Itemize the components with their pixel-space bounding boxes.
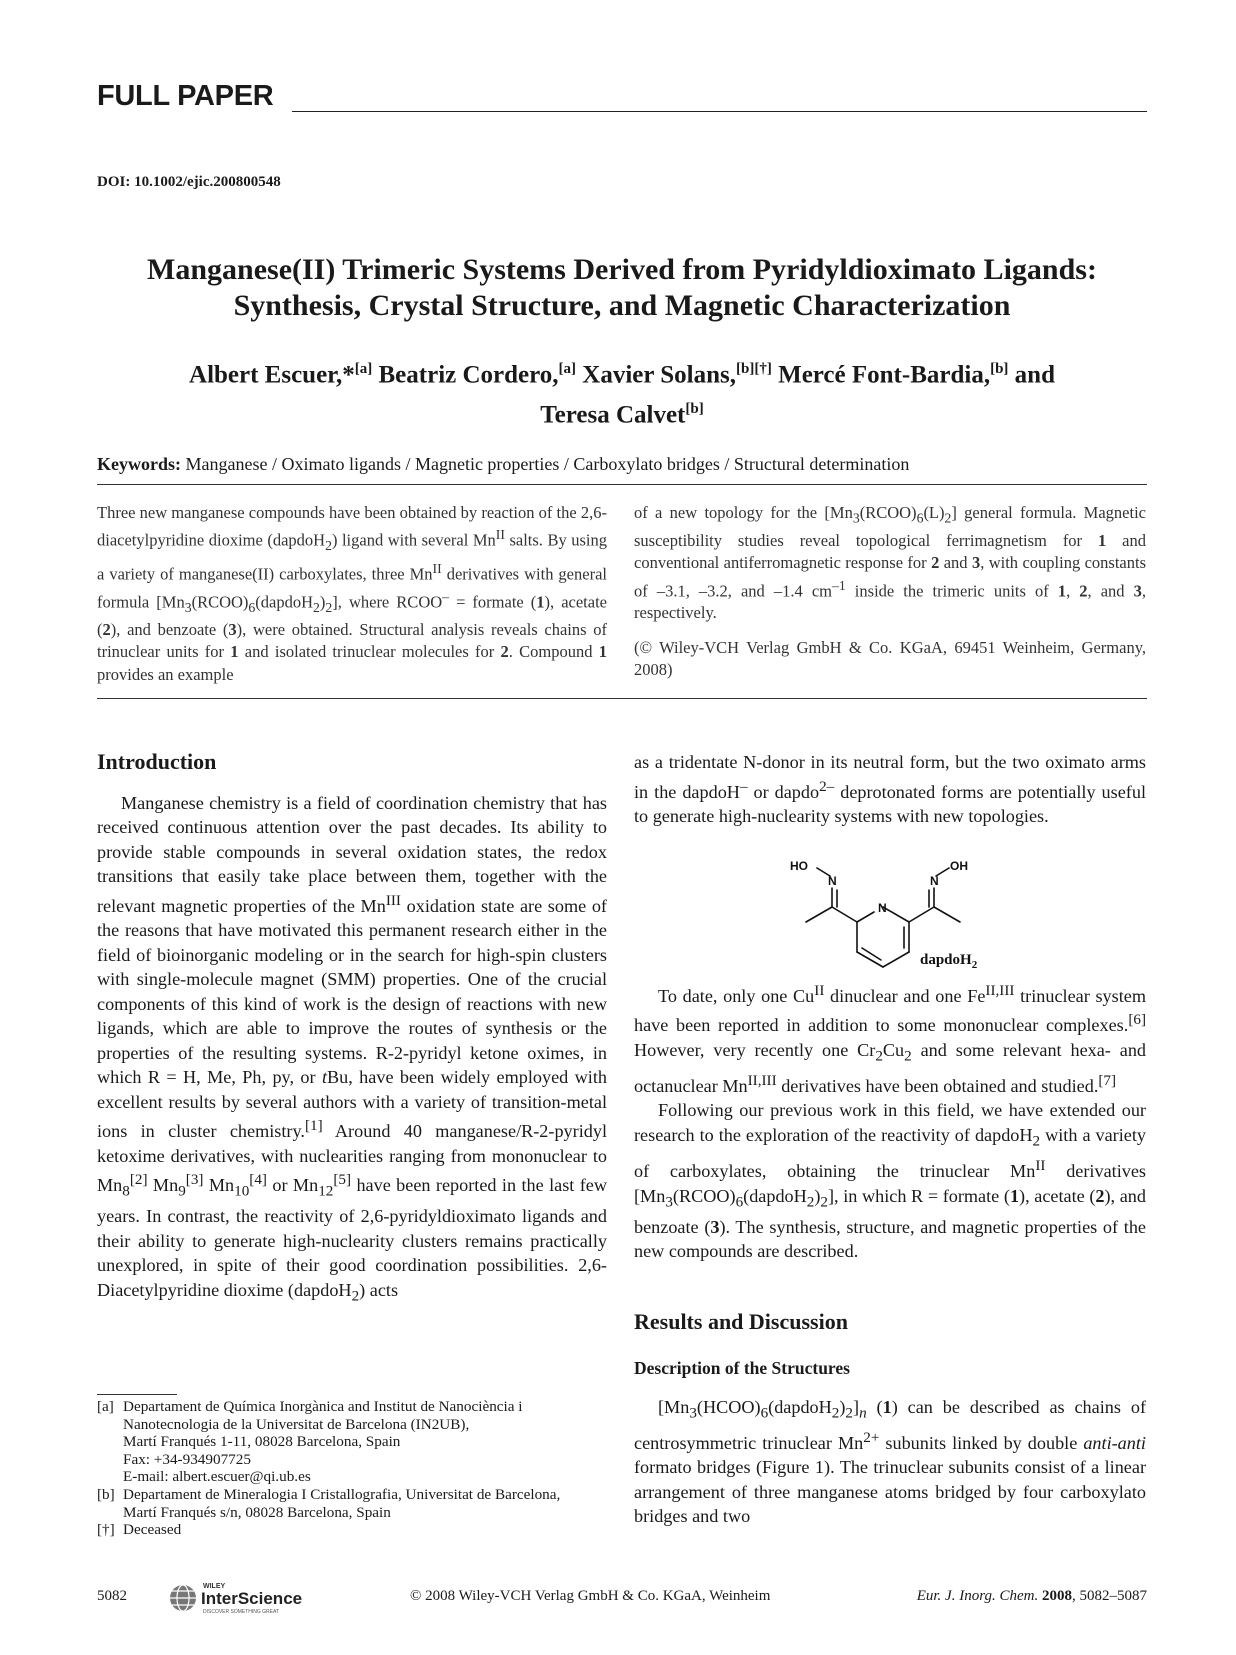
methyl-bond: [806, 907, 832, 922]
affiliation-mark: [a]: [354, 361, 373, 377]
atom-label-n: N: [930, 874, 939, 888]
footnote-text: Departament de Química Inorgànica and Institut de Nanociència i Nanotecnologia de la Universitat de Barcelona (IN2UB), Martí Franqués 1-11, 08028 Barcelona, Spain Fax: +34-934907725 E-mail: albert.escuer@qi.ub.es: [123, 1398, 523, 1486]
footnote-text: Deceased: [123, 1521, 182, 1539]
logo-tagline: DISCOVER SOMETHING GREAT: [203, 1609, 280, 1615]
footnote-item: [97, 1521, 607, 1539]
journal-citation: Eur. J. Inorg. Chem. 2008, 5082–5087: [916, 1588, 1147, 1604]
ring-bond: [883, 952, 909, 967]
compound-label: dapdoH$_2$: [920, 952, 978, 971]
abstract-copyright: (© Wiley-VCH Verlag GmbH & Co. KGaA, 69451 Weinheim, Germany, 2008): [634, 637, 1146, 680]
affiliation-mark: [b]: [990, 361, 1009, 377]
arm-bond: [832, 907, 857, 922]
author-name: Xavier Solans,: [582, 361, 737, 389]
citation-ref[interactable]: [4]: [249, 1171, 267, 1189]
author-name: Beatriz Cordero,: [378, 361, 559, 389]
title-line-2: Synthesis, Crystal Structure, and Magnetic Characterization: [233, 289, 1011, 322]
abstract-right-column: [634, 502, 1146, 682]
doi[interactable]: DOI: 10.1002/ejic.200800548: [97, 174, 281, 190]
logo-publisher: WILEY: [203, 1583, 226, 1590]
footnote-item: [97, 1486, 607, 1521]
citation-ref[interactable]: [6]: [1128, 1011, 1146, 1029]
affiliation-mark: [b][†]: [736, 361, 772, 377]
body-paragraph: To date, only one $Cu^{II}$ dinuclear and one $Fe^{II,III}$ trinuclear system have been reported in addition to some mononuclear complexes.[6] However, very recently one $Cr_2Cu_2$ and some relevant hexa- and octanuclear $Mn^{II,III}$ derivatives have been obtained and studied.[7]: [634, 981, 1147, 1096]
abstract-top-rule: [97, 484, 1147, 485]
arm-bond: [909, 907, 934, 922]
body-left-column: [97, 750, 607, 1309]
page-number: 5082: [97, 1588, 127, 1604]
footnote-tag: [†]: [97, 1521, 115, 1539]
affiliation-footnotes: [97, 1398, 607, 1539]
article-title: [97, 252, 1147, 324]
logo-wordmark: InterScience: [201, 1589, 303, 1608]
section-heading-results: Results and Discussion: [634, 1308, 848, 1334]
footnote-rule: [97, 1394, 177, 1395]
article-type-label: FULL PAPER: [97, 80, 274, 112]
body-paragraph: as a tridentate N-donor in its neutral form, but the two oximato arms in the dapdoH– or dapdo$^{2-}$ deprotonated forms are potentially useful to generate high-nuclearity systems with new topologies.: [634, 752, 1146, 827]
affiliation-mark: [a]: [558, 361, 577, 377]
abstract-bottom-rule: [97, 698, 1147, 699]
keywords-text: Manganese / Oximato ligands / Magnetic properties / Carboxylato bridges / Structural determination: [185, 454, 910, 474]
header-rule: [292, 111, 1147, 112]
author-list: [97, 352, 1147, 433]
atom-label-oh: OH: [950, 860, 968, 873]
title-line-1: Manganese(II) Trimeric Systems Derived from Pyridyldioximato Ligands:: [147, 253, 1097, 286]
footnote-tag: [a]: [97, 1398, 114, 1415]
ring-bond: [857, 912, 874, 922]
keywords-label: Keywords:: [97, 454, 181, 474]
ring-double-bond: [862, 948, 881, 960]
page-footer: [97, 1583, 1147, 1628]
atom-label-n: N: [828, 874, 837, 888]
author-name: Mercé Font-Bardia,: [778, 361, 991, 389]
author-conjunction: and: [1014, 361, 1055, 389]
running-header: [97, 80, 1147, 114]
body-paragraph: Following our previous work in this field, we have extended our research to the exploration of the reactivity of dapdoH$_2$ with a variety of carboxylates, obtaining the trinuclear $Mn^{II}$ derivatives $[Mn_3(RCOO)_6(dapdoH_2)_2]$, in which R = formate (1), acetate (2), and benzoate (3). The synthesis, structure, and magnetic properties of the new compounds are described.: [634, 1100, 1147, 1262]
citation-ref[interactable]: [2]: [129, 1171, 148, 1189]
footnote-text: Departament de Mineralogia I Cristallografia, Universitat de Barcelona, Martí Franqués s/n, 08028 Barcelona, Spain: [123, 1485, 561, 1521]
abstract-paragraph: Three new manganese compounds have been obtained by reaction of the 2,6-diacetylpyridine dioxime (dapdoH$_2$) ligand with several $Mn^{II}$ salts. By using a variety of manganese(II) carboxylates, three $Mn^{II}$ derivatives with general formula $[Mn_3(RCOO)_6(dapdoH_2)_2]$, where RCOO– = formate (1), acetate (2), and benzoate (3), were obtained. Structural analysis reveals chains of trinuclear units for 1 and isolated trinuclear molecules for 2. Compound 1 provides an example: [97, 503, 608, 684]
abstract-paragraph: of a new topology for the $[Mn_3(RCOO)_6(L)_2]$ general formula. Magnetic susceptibility studies reveal topological ferrimagnetism for 1 and conventional antiferromagnetic response for 2 and 3, with coupling constants of –3.1, –3.2, and –1.4 $cm^{-1}$ inside the trimeric units of 1, 2, and 3, respectively.: [634, 503, 1147, 623]
citation-ref[interactable]: [5]: [333, 1171, 352, 1189]
affiliation-mark: [b]: [685, 401, 704, 418]
subsection-heading: Description of the Structures: [634, 1358, 850, 1379]
citation-ref[interactable]: [1]: [304, 1117, 323, 1135]
footer-copyright: © 2008 Wiley-VCH Verlag GmbH & Co. KGaA, Weinheim: [410, 1588, 771, 1604]
methyl-bond: [934, 907, 960, 922]
citation-ref[interactable]: [3]: [185, 1171, 204, 1189]
footnote-tag: [b]: [97, 1485, 115, 1503]
atom-label-n: N: [878, 901, 887, 915]
author-name: Teresa Calvet: [540, 401, 686, 429]
footnote-item: [97, 1398, 607, 1486]
keywords: [97, 454, 909, 475]
ring-bond: [883, 907, 909, 922]
body-paragraph: Manganese chemistry is a field of coordination chemistry that has received continuous attention over the past decades. Its ability to provide stable compounds in several oxidation states, the redox transitions that easily take place between them, together with the relevant magnetic properties of the $Mn^{III}$ oxidation state are some of the reasons that have motivated this permanent research either in the field of bioinorganic modeling or in the search for high-spin clusters with single-molecule magnet (SMM) properties. One of the crucial components of this kind of work is the design of reactions with new ligands, which are able to improve the routes of synthesis or the properties of the resulting systems. R-2-pyridyl ketone oximes, in which R = H, Me, Ph, py, or tBu, have been widely employed with excellent results by several authors with a variety of transition-metal ions in cluster chemistry.[1] Around 40 manganese/R-2-pyridyl ketoxime derivatives, with nuclearities ranging from mononuclear to $Mn_8[2]$ $Mn_9[3]$ $Mn_{10}[4]$ or $Mn_{12}[5]$ have been reported in the last few years. In contrast, the reactivity of 2,6-pyridyldioximato ligands and their ability to generate high-nuclearity clusters remains practically unexplored, in spite of their good coordination possibilities. 2,6-Diacetylpyridine dioxime (dapdoH$_2$) acts: [97, 792, 607, 1305]
citation-ref[interactable]: [7]: [1098, 1071, 1117, 1089]
section-heading-introduction: Introduction: [97, 749, 217, 774]
atom-label-ho: HO: [790, 860, 808, 873]
dapdoh2-structure: [770, 860, 1000, 990]
abstract-left-column: [97, 502, 607, 686]
body-paragraph: $[Mn_3(HCOO)_6(dapdoH_2)_2]_n$ (1) can be described as chains of centrosymmetric trinuclear $Mn^{2+}$ subunits linked by double anti-anti formato bridges (Figure 1). The trinuclear subunits consist of a linear arrangement of three manganese atoms bridged by four carboxylato bridges and two: [634, 1396, 1146, 1527]
author-name: Albert Escuer,*: [189, 361, 355, 389]
wiley-interscience-logo: [167, 1578, 337, 1618]
